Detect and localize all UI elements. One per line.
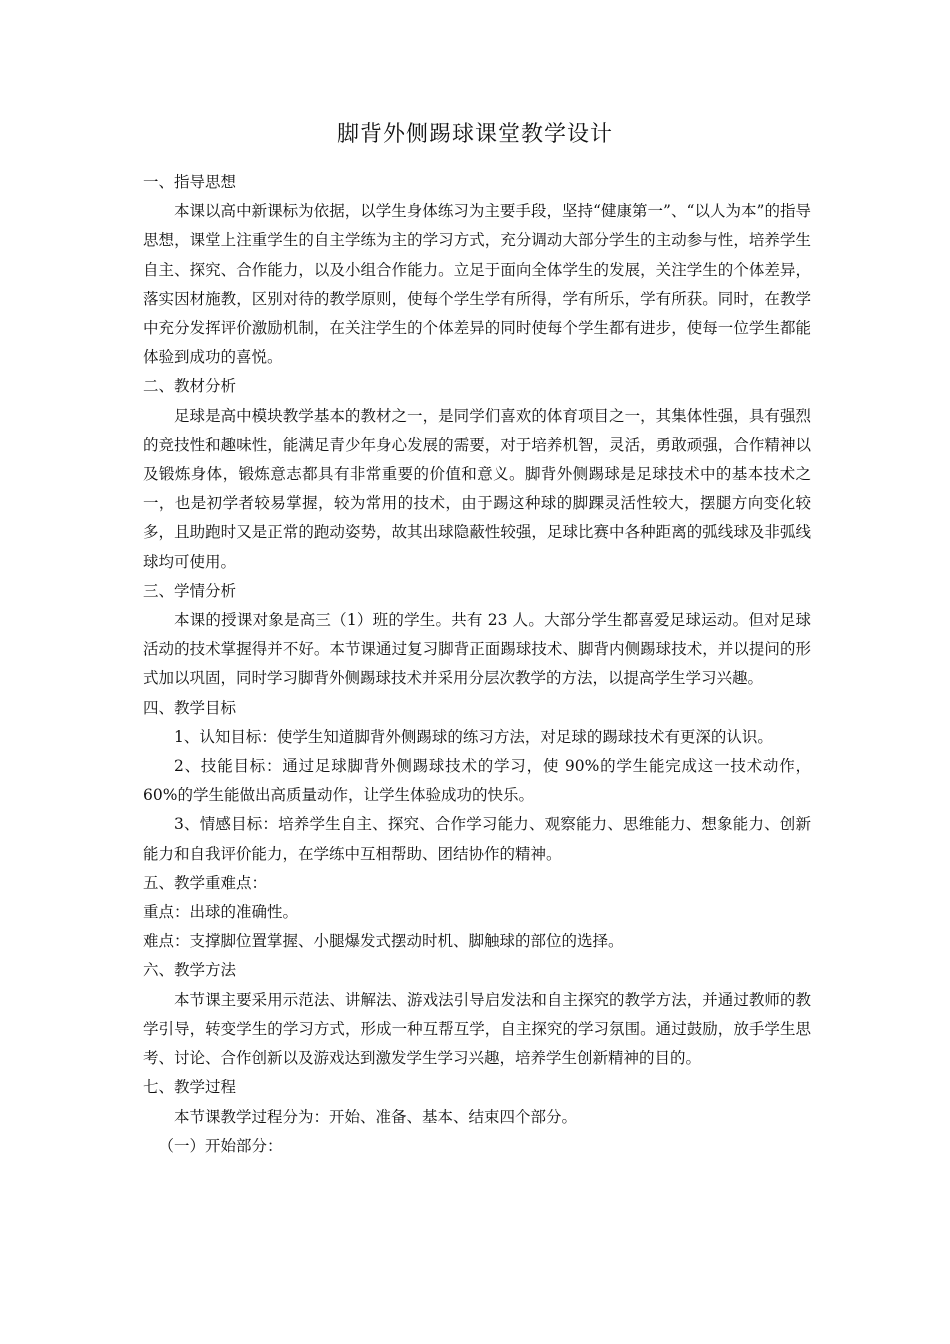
goal-skill: 2、技能目标：通过足球脚背外侧踢球技术的学习，使 90%的学生能完成这一技术动作，60%的学生能做出高质量动作，让学生体验成功的快乐。 xyxy=(143,757,811,805)
goal-emotional: 3、情感目标：培养学生自主、探究、合作学习能力、观察能力、思维能力、想象能力、创新能力和自我评价能力，在学练中互相帮助、团结协作的精神。 xyxy=(143,815,811,863)
section-heading-teaching-methods: 六、教学方法 xyxy=(143,961,237,980)
section-heading-teaching-process: 七、教学过程 xyxy=(143,1078,237,1097)
paragraph-teaching-process: 本节课教学过程分为：开始、准备、基本、结束四个部分。 xyxy=(174,1107,578,1126)
section-heading-key-points: 五、教学重难点： xyxy=(143,873,268,892)
paragraph-teaching-methods: 本节课主要采用示范法、讲解法、游戏法引导启发法和自主探究的教学方法，并通过教师的教学引导，转变学生的学习方式，形成一种互帮互学，自主探究的学习氛围。通过鼓励，放手学生思考、讨论、合作创新以及游戏达到激发学生学习兴趣，培养学生创新精神的目的。 xyxy=(143,990,811,1068)
paragraph-guiding-ideology: 本课以高中新课标为依据，以学生身体练习为主要手段，坚持“健康第一”、“以人为本”的指导思想，课堂上注重学生的自主学练为主的学习方式，充分调动大部分学生的主动参与性，培养学生自主、探究、合作能力，以及小组合作能力。立足于面向全体学生的发展，关注学生的个体差异，落实因材施教，区别对待的教学原则，使每个学生学有所得，学有所乐，学有所获。同时，在教学中充分发挥评价激励机制，在关注学生的个体差异的同时使每个学生都有进步，使每一位学生都能体验到成功的喜悦。 xyxy=(143,202,811,367)
document-body xyxy=(143,168,811,1161)
section-heading-material-analysis: 二、教材分析 xyxy=(143,377,237,396)
paragraph-material-analysis: 足球是高中模块教学基本的教材之一，是同学们喜欢的体育项目之一，其集体性强，具有强烈的竞技性和趣味性，能满足青少年身心发展的需要，对于培养机智，灵活，勇敢顽强，合作精神以及锻炼身体，锻炼意志都具有非常重要的价值和意义。脚背外侧踢球是足球技术中的基本技术之一，也是初学者较易掌握，较为常用的技术，由于踢这种球的脚踝灵活性较大，摆腿方向变化较多，且助跑时又是正常的跑动姿势，故其出球隐蔽性较强，足球比赛中各种距离的弧线球及非弧线球均可使用。 xyxy=(143,406,811,571)
goal-cognitive: 1、认知目标：使学生知道脚背外侧踢球的练习方法，对足球的踢球技术有更深的认识。 xyxy=(174,727,773,746)
section-heading-teaching-goals: 四、教学目标 xyxy=(143,698,237,717)
paragraph-student-analysis: 本课的授课对象是高三（1）班的学生。共有 23 人。大部分学生都喜爱足球运动。但对足球活动的技术掌握得并不好。本节课通过复习脚背正面踢球技术、脚背内侧踢球技术，并以提问的形式加以巩固，同时学习脚背外侧踢球技术并采用分层次教学的方法，以提高学生学习兴趣。 xyxy=(143,611,811,688)
difficult-point: 难点：支撑脚位置掌握、小腿爆发式摆动时机、脚触球的部位的选择。 xyxy=(143,932,624,951)
section-heading-student-analysis: 三、学情分析 xyxy=(143,581,237,600)
key-point: 重点：出球的准确性。 xyxy=(143,903,299,922)
document-title: 脚背外侧踢球课堂教学设计 xyxy=(336,122,613,147)
section-heading-guiding-ideology: 一、指导思想 xyxy=(143,173,237,191)
subsection-heading-opening: （一）开始部分： xyxy=(158,1136,283,1155)
